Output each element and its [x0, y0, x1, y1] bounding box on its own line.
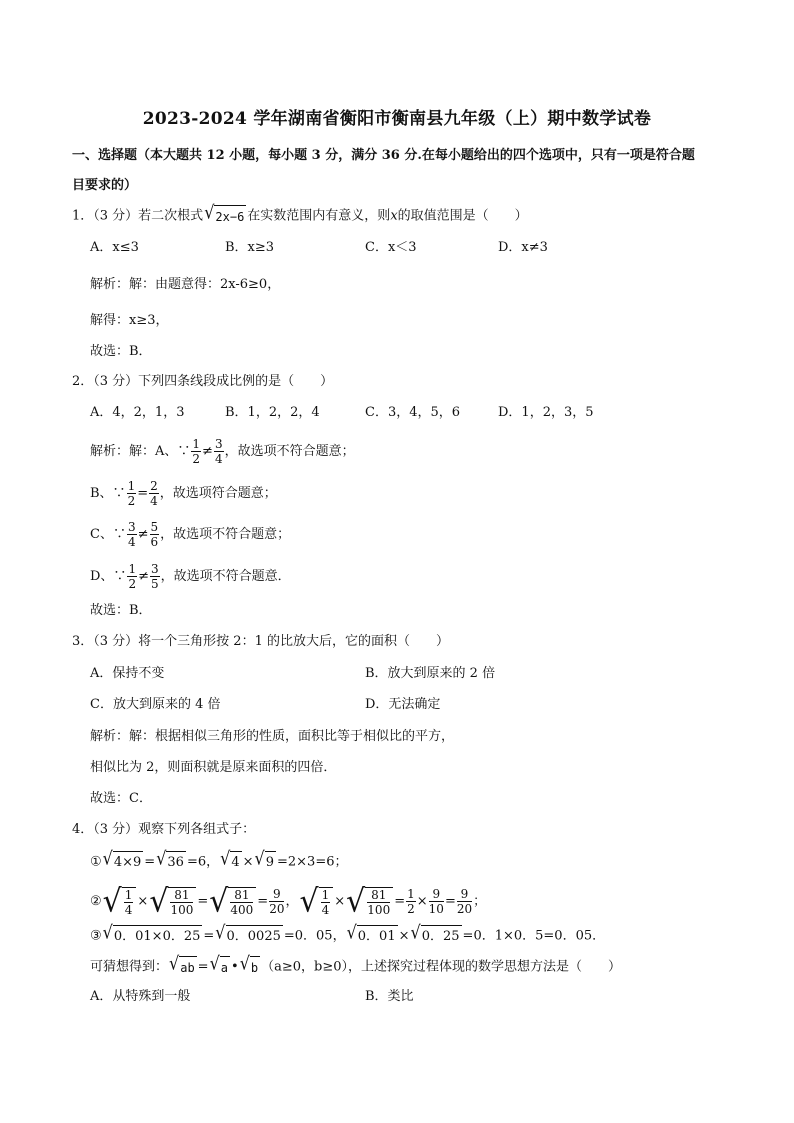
fraction: $\frac{1}{2}$ — [407, 887, 415, 916]
question-4-stem: 4．（3 分）观察下列各组式子： — [72, 822, 256, 837]
sqrt-expression: √ 4 — [220, 851, 241, 873]
q1-solution-1: 解析：解：由题意得：2x-6≥0， — [90, 277, 281, 292]
sqrt-expression: √ 9 — [255, 851, 276, 873]
q3-option-d: D．无法确定 — [365, 697, 441, 712]
section-heading: 一、选择题（本大题共 12 小题，每小题 3 分，满分 36 分.在每小题给出的四个选项中，只有一项是符合题 — [72, 148, 695, 163]
q3-answer: 故选：C． — [90, 791, 152, 806]
q3-option-b: B．放大到原来的 2 倍 — [365, 666, 496, 681]
sqrt-expression: √ $\frac{81}{400}$ — [209, 887, 256, 917]
fraction: $\frac{1}{2}$ — [192, 437, 201, 466]
sqrt-expression: √ 0．25 — [411, 925, 462, 947]
q1-answer: 故选：B． — [90, 344, 152, 359]
q1-option-b: B．x≥3 — [225, 240, 275, 255]
sqrt-expression: √ $\frac{1}{4}$ — [300, 887, 334, 917]
q4-expression-1: ① √ 4×9 = √ 36 =6， √ 4 × √ 9 =2×3=6； — [90, 851, 348, 873]
sqrt-expression: √ $\frac{1}{4}$ — [103, 887, 137, 917]
fraction: $\frac{3}{5}$ — [150, 562, 159, 591]
fraction: $\frac{9}{20}$ — [456, 887, 473, 916]
q1-solution-2: 解得：x≥3， — [90, 313, 169, 328]
sqrt-expression: √ 0．01×0．25 — [103, 925, 203, 947]
sqrt-expression: √ 36 — [156, 851, 186, 873]
q2-option-a: A．4，2，1，3 — [90, 405, 185, 420]
sqrt-expression: √ 4×9 — [103, 851, 144, 873]
fraction: $\frac{1}{2}$ — [127, 479, 136, 508]
q1-option-a: A．x≤3 — [90, 240, 139, 255]
q4-option-a: A．从特殊到一般 — [90, 989, 191, 1004]
q2-option-b: B．1，2，2，4 — [225, 405, 320, 420]
sqrt-expression: √ 0．0025 — [215, 925, 283, 947]
fraction: $\frac{2}{4}$ — [150, 479, 158, 508]
fraction: $\frac{3}{4}$ — [127, 520, 136, 549]
sqrt-expression: √ ab — [169, 956, 197, 978]
q4-expression-3: ③ √ 0．01×0．25 = √ 0．0025 =0．05， √ 0．01 × √ 0．25 =0．1×0．5=0．05． — [90, 925, 605, 947]
fraction: $\frac{1}{2}$ — [128, 562, 137, 591]
fraction: $\frac{9}{10}$ — [428, 887, 444, 916]
section-heading-cont: 目要求的） — [72, 178, 138, 193]
q2-solution-d: D、∵ $\frac{1}{2}$ ≠ $\frac{3}{5}$ ，故选项不符合题意． — [90, 562, 291, 591]
q4-option-b: B．类比 — [365, 989, 414, 1004]
q4-conjecture: 可猜想得到： √ ab = √ a • √ b （a≥0，b≥0），上述探究过程体现的数学思想方法是（ ） — [90, 956, 621, 978]
q3-solution-2: 相似比为 2，则面积就是原来面积的四倍． — [90, 760, 337, 775]
fraction: $\frac{9}{20}$ — [269, 887, 285, 916]
q2-solution-c: C、∵ $\frac{3}{4}$ ≠ $\frac{5}{6}$ ，故选项不符合题意； — [90, 520, 291, 549]
sqrt-expression: √ $\frac{81}{100}$ — [149, 887, 196, 917]
q2-option-c: C．3，4，5，6 — [365, 405, 461, 420]
q3-option-a: A．保持不变 — [90, 666, 165, 681]
q4-expression-2: ② √ $\frac{1}{4}$ × √ $\frac{81}{100}$ = √ $\frac{81}{400}$ = $\frac{9}{20}$ ， √ $\frac{1}{4}$ × √ $\frac{81}{100}$ = $\frac{1}{2}$ × $\frac{9}{10}$ = $\frac{9}{20}$ ； — [90, 882, 487, 920]
fraction: $\frac{5}{6}$ — [150, 520, 159, 549]
question-1-stem: 1．（3 分）若二次根式 √ 2x−6 在实数范围内有意义，则x的取值范围是（ ） — [72, 205, 528, 227]
q2-option-d: D．1，2，3，5 — [498, 405, 594, 420]
q2-solution-b: B、∵ $\frac{1}{2}$ = $\frac{2}{4}$ ，故选项符合题意； — [90, 479, 277, 508]
question-2-stem: 2．（3 分）下列四条线段成比例的是（ ） — [72, 374, 334, 389]
fraction: $\frac{3}{4}$ — [214, 437, 223, 466]
sqrt-expression: √ 2x−6 — [204, 205, 246, 227]
q3-option-c: C．放大到原来的 4 倍 — [90, 697, 221, 712]
q3-solution-1: 解析：解：根据相似三角形的性质，面积比等于相似比的平方， — [90, 729, 455, 744]
q1-option-d: D．x≠3 — [498, 240, 548, 255]
q1-option-c: C．x＜3 — [365, 240, 417, 255]
page-title: 2023-2024 学年湖南省衡阳市衡南县九年级（上）期中数学试卷 — [142, 109, 652, 129]
sqrt-expression: √ 0．01 — [347, 925, 398, 947]
sqrt-expression: √ b — [240, 956, 260, 978]
sqrt-expression: √ $\frac{81}{100}$ — [346, 887, 393, 917]
q2-answer: 故选：B． — [90, 603, 152, 618]
sqrt-expression: √ a — [210, 956, 230, 978]
question-3-stem: 3．（3 分）将一个三角形按 2：1 的比放大后，它的面积（ ） — [72, 634, 449, 649]
q2-solution-a: 解析：解：A、∵ $\frac{1}{2}$ ≠ $\frac{3}{4}$ ，故选项不符合题意； — [90, 437, 355, 466]
